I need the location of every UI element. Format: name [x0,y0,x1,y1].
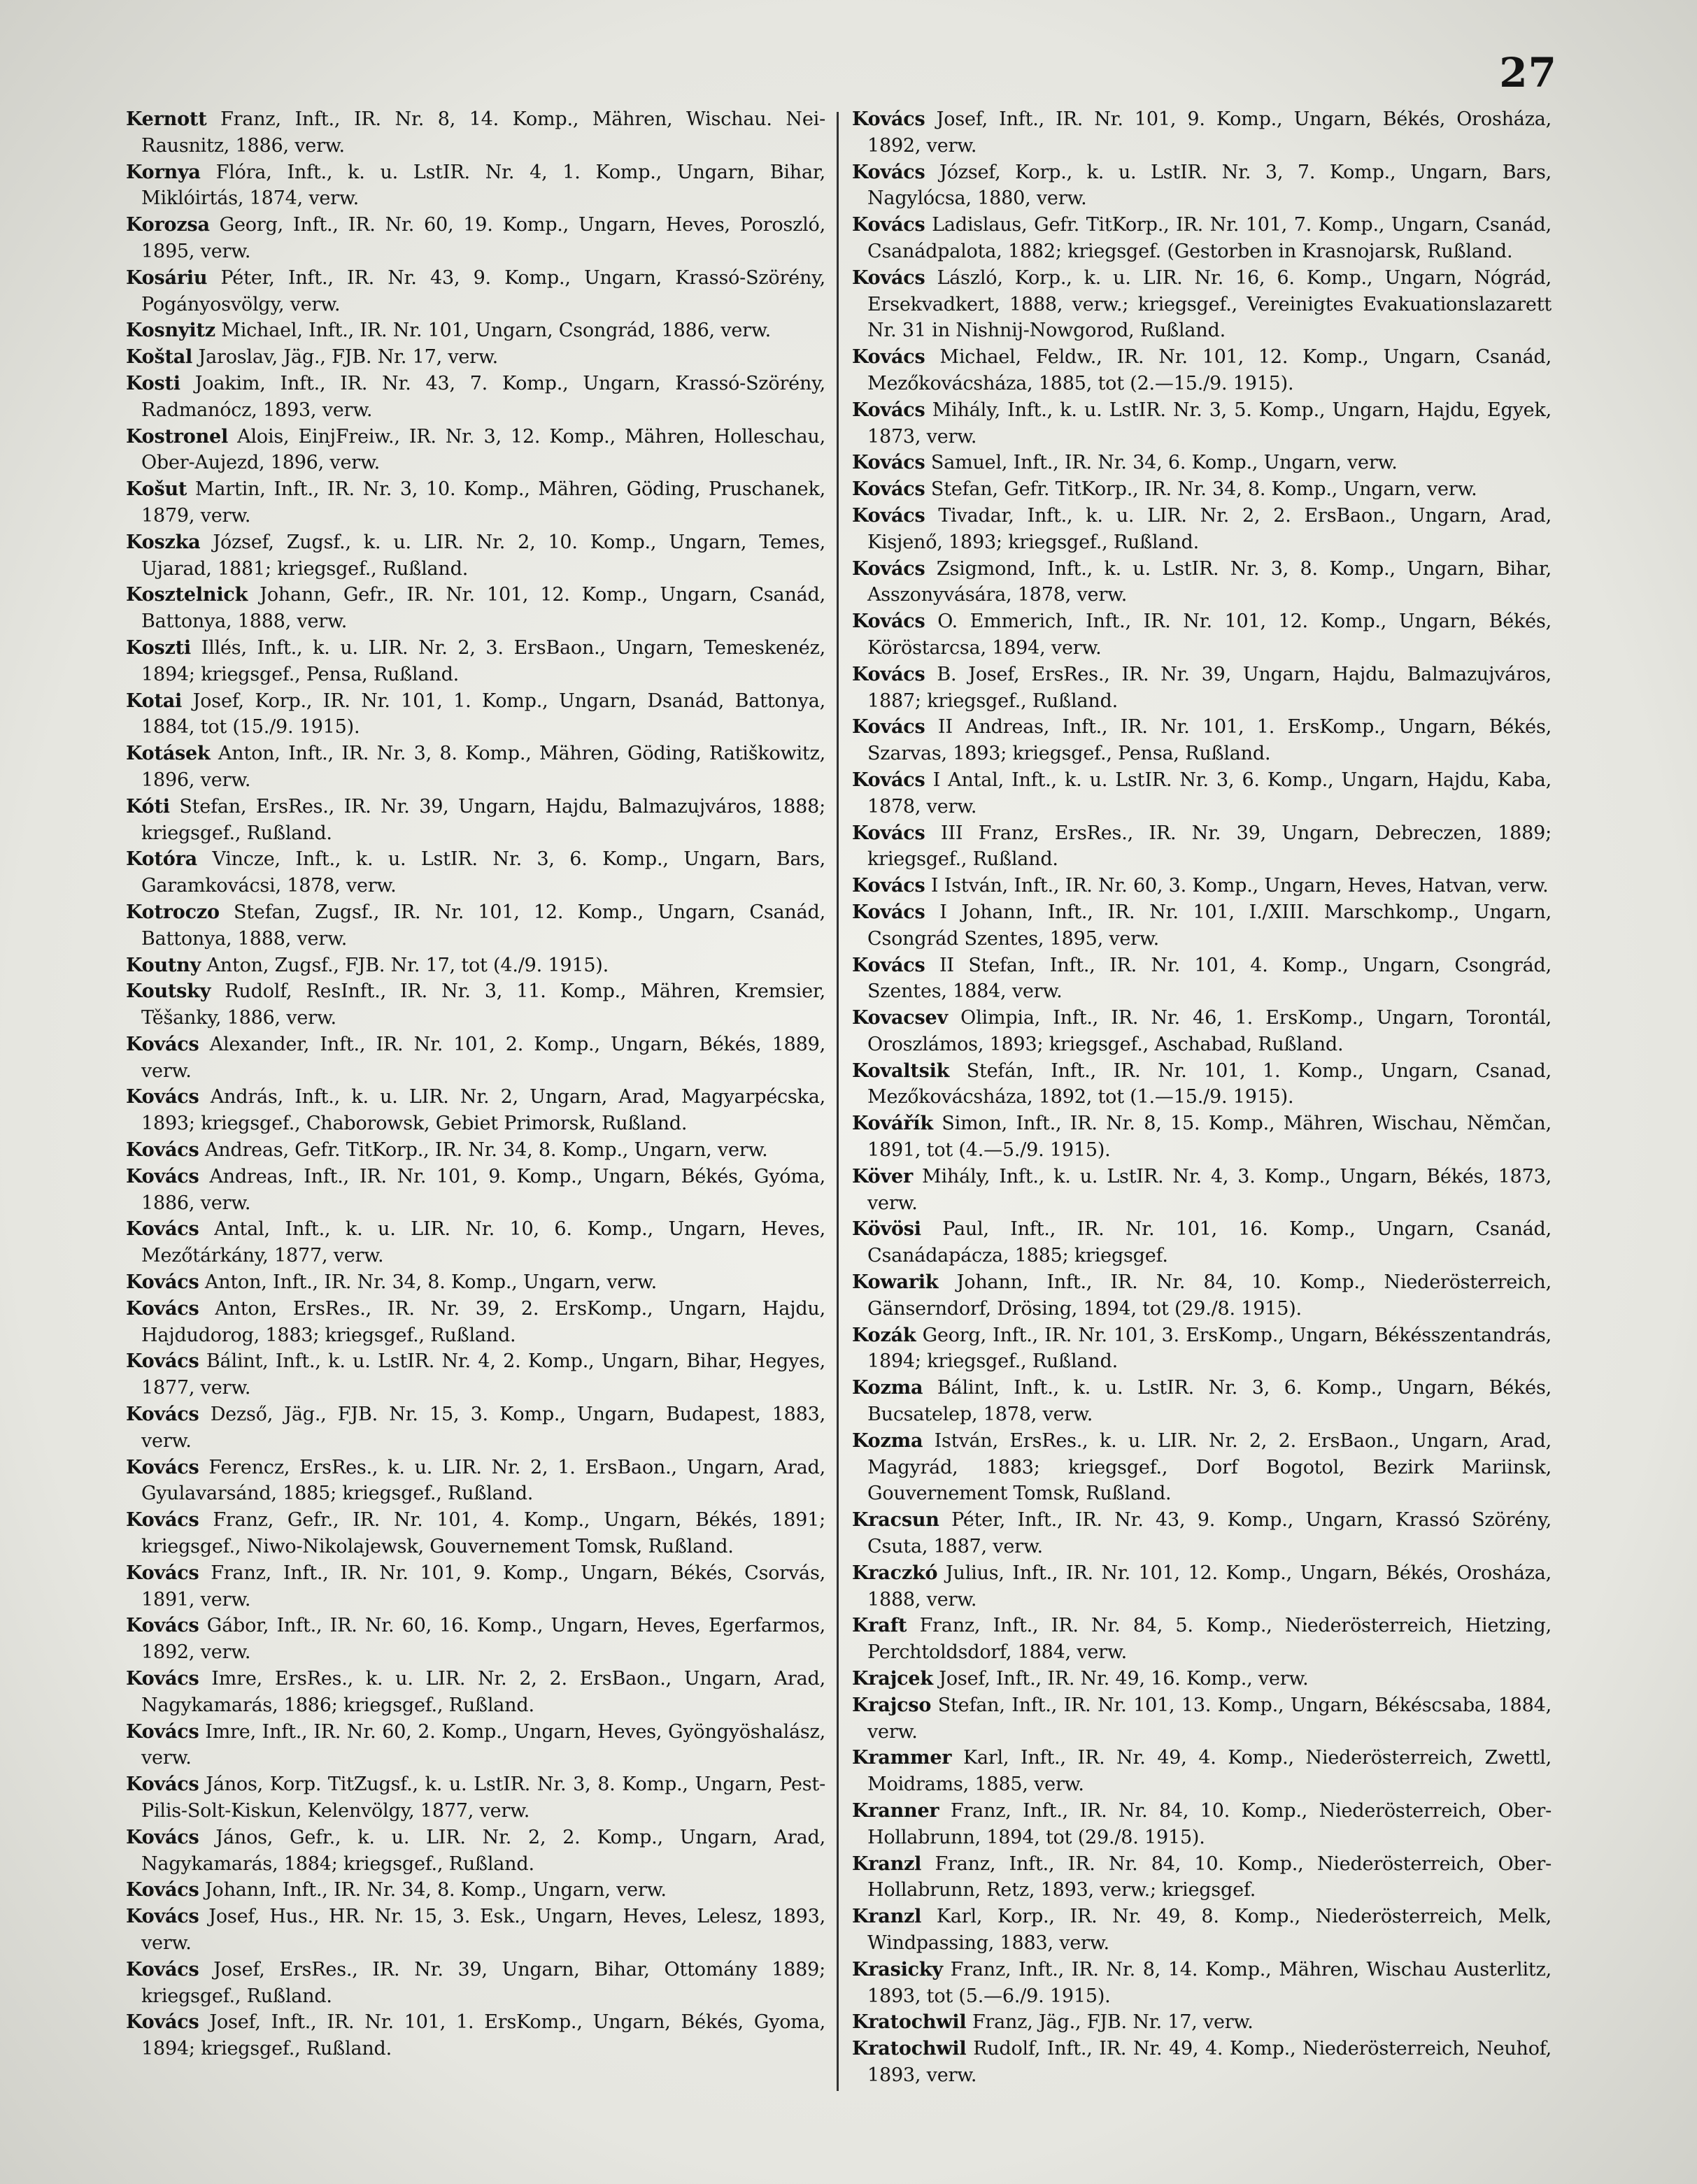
entry-surname: Kovács [852,452,925,474]
entry-details: Mihály, Inft., k. u. LstIR. Nr. 4, 3. Komp., Ungarn, Békés, 1873, verw. [867,1165,1552,1214]
entry-surname: Kovács [126,1218,199,1241]
entry-details: Karl, Inft., IR. Nr. 49, 4. Komp., Niederösterreich, Zwettl, Moidrams, 1885, verw. [867,1747,1552,1796]
entry-surname: Kracsun [852,1509,939,1532]
entry-surname: Kranzl [852,1853,922,1875]
entry-details: Anton, Inft., IR. Nr. 3, 8. Komp., Mähren, Göding, Ratiškowitz, 1896, verw. [141,743,825,791]
entry-surname: Kosztelnick [126,584,248,606]
entry-details: Bálint, Inft., k. u. LstIR. Nr. 3, 6. Komp., Ungarn, Békés, Bucsatelep, 1878, verw. [867,1377,1552,1426]
entry-details: Johann, Gefr., IR. Nr. 101, 12. Komp., Ungarn, Csanád, Battonya, 1888, verw. [141,584,825,633]
entry-details: Josef, Inft., IR. Nr. 49, 16. Komp., verw. [932,1668,1309,1690]
list-item [126,1296,825,1349]
list-item [852,1692,1552,1746]
entry-details: Michael, Inft., IR. Nr. 101, Ungarn, Csongrád, 1886, verw. [215,320,771,342]
entry-surname: Kotroczo [126,901,220,923]
entry-surname: Kovács [126,1271,199,1294]
entry-surname: Kovács [126,1033,199,1055]
list-item [852,1058,1552,1111]
right-column [852,106,1552,2089]
entry-surname: Kovács [852,399,925,421]
list-item [852,1745,1552,1798]
list-item [852,212,1552,265]
list-item [852,714,1552,767]
entry-details: Josef, Inft., IR. Nr. 101, 9. Komp., Ungarn, Békés, Orosháza, 1892, verw. [867,108,1552,157]
list-item [852,1005,1552,1058]
list-item [126,1771,825,1825]
entry-surname: Kotásek [126,743,211,765]
entry-details: Karl, Korp., IR. Nr. 49, 8. Komp., Niederösterreich, Melk, Windpassing, 1883, verw. [867,1906,1552,1954]
entry-details: II Stefan, Inft., IR. Nr. 101, 4. Komp., Ungarn, Csongrád, Szentes, 1884, verw. [867,954,1552,1003]
list-item [126,1216,825,1269]
list-item [852,1216,1552,1269]
entry-surname: Kovács [852,346,925,369]
entry-details: Rudolf, ResInft., IR. Nr. 3, 11. Komp., Mähren, Kremsier, Těšanky, 1886, verw. [141,980,825,1029]
entry-details: I Antal, Inft., k. u. LstIR. Nr. 3, 6. Komp., Ungarn, Hajdu, Kaba, 1878, verw. [867,769,1552,818]
entry-surname: Koutsky [126,980,211,1003]
list-item [126,106,825,159]
entry-details: Rudolf, Inft., IR. Nr. 49, 4. Komp., Niederösterreich, Neuhof, 1893, verw. [867,2038,1552,2086]
list-item [126,1269,825,1296]
entry-surname: Köver [852,1165,913,1187]
list-item [126,952,825,979]
entry-details: Bálint, Inft., k. u. LstIR. Nr. 4, 2. Komp., Ungarn, Bihar, Hegyes, 1877, verw. [141,1350,825,1399]
entry-surname: Kovács [126,1562,199,1584]
entry-details: Stefan, ErsRes., IR. Nr. 39, Ungarn, Hajdu, Balmazujváros, 1888; kriegsgef., Rußland. [141,795,825,844]
entry-surname: Kornya [126,161,201,183]
entry-details: Zsigmond, Inft., k. u. LstIR. Nr. 3, 8. Komp., Ungarn, Bihar, Asszonyvására, 1878, verw. [867,557,1552,606]
entry-surname: Kosnyitz [126,320,215,342]
entry-surname: Koutny [126,954,201,976]
entry-surname: Kovács [852,611,925,633]
entry-surname: Kovács [126,1297,199,1320]
entry-surname: Kovács [126,1165,199,1187]
entry-surname: Kovács [852,875,925,897]
list-item [126,424,825,477]
list-item [852,1269,1552,1322]
entry-details: Joakim, Inft., IR. Nr. 43, 7. Komp., Ungarn, Krassó-Szörény, Radmanócz, 1893, verw. [141,372,825,421]
entry-details: Franz, Inft., IR. Nr. 8, 14. Komp., Mähren, Wischau Austerlitz, 1893, tot (5.—6./9. 1915). [867,1958,1552,2007]
entry-surname: Kovács [126,1879,199,1901]
list-item [852,2009,1552,2036]
entry-surname: Kovács [126,1404,199,1426]
entry-details: Antal, Inft., k. u. LIR. Nr. 10, 6. Komp., Ungarn, Heves, Mezőtárkány, 1877, verw. [141,1218,825,1267]
entry-surname: Kovaltsik [852,1059,950,1082]
entry-details: Franz, Inft., IR. Nr. 8, 14. Komp., Mähren, Wischau. Nei-Rausnitz, 1886, verw. [141,108,825,157]
entry-details: Franz, Jäg., FJB. Nr. 17, verw. [966,2011,1254,2034]
list-item [852,899,1552,952]
entry-details: II Andreas, Inft., IR. Nr. 101, 1. ErsKomp., Ungarn, Békés, Szarvas, 1893; kriegsgef., Pensa, Rußland. [867,716,1552,765]
entry-details: Imre, ErsRes., k. u. LIR. Nr. 2, 2. ErsBaon., Ungarn, Arad, Nagykamarás, 1886; kriegsgef., Rußland. [141,1668,825,1716]
entry-surname: Kozák [852,1324,916,1346]
entry-details: Olimpia, Inft., IR. Nr. 46, 1. ErsKomp., Ungarn, Torontál, Oroszlámos, 1893; kriegsgef., Aschabad, Rußland. [867,1007,1552,1055]
entry-details: Ferencz, ErsRes., k. u. LIR. Nr. 2, 1. ErsBaon., Ungarn, Arad, Gyulavarsánd, 1885; kriegsgef., Rußland. [141,1456,825,1505]
entry-details: János, Gefr., k. u. LIR. Nr. 2, 2. Komp., Ungarn, Arad, Nagykamarás, 1884; kriegsgef., Rußland. [141,1826,825,1875]
list-item [126,1032,825,1085]
entry-details: László, Korp., k. u. LIR. Nr. 16, 6. Komp., Ungarn, Nógrád, Ersekvadkert, 1888, verw.; kriegsgef., Vereinigtes Evakuationslazarett Nr. 31 in Nishnij-Nowgorod, Rußland. [867,266,1552,342]
entry-details: Anton, Zugsf., FJB. Nr. 17, tot (4./9. 1915). [201,954,609,976]
list-item [126,1666,825,1719]
entry-surname: Kovács [126,1456,199,1478]
list-item [126,529,825,583]
entry-details: Jaroslav, Jäg., FJB. Nr. 17, verw. [192,346,498,369]
entry-surname: Kovács [126,1826,199,1848]
entry-surname: Kratochwil [852,2011,967,2034]
entry-details: Franz, Inft., IR. Nr. 84, 5. Komp., Niederösterreich, Hietzing, Perchtoldsdorf, 1884, verw. [867,1615,1552,1664]
entry-details: Martin, Inft., IR. Nr. 3, 10. Komp., Mähren, Göding, Pruschanek, 1879, verw. [141,478,825,527]
entry-details: Stefan, Zugsf., IR. Nr. 101, 12. Komp., Ungarn, Csanád, Battonya, 1888, verw. [141,901,825,950]
entry-details: Anton, Inft., IR. Nr. 34, 8. Komp., Ungarn, verw. [199,1271,657,1294]
entry-surname: Kovács [852,769,925,791]
entry-details: Julius, Inft., IR. Nr. 101, 12. Komp., Ungarn, Békés, Orosháza, 1888, verw. [867,1562,1552,1611]
entry-details: Péter, Inft., IR. Nr. 43, 9. Komp., Ungarn, Krassó Szörény, Csuta, 1887, verw. [867,1509,1552,1558]
entry-surname: Kovács [126,1086,199,1108]
entry-surname: Kovács [852,161,925,183]
entry-details: András, Inft., k. u. LIR. Nr. 2, Ungarn, Arad, Magyarpécska, 1893; kriegsgef., Chaborowsk, Gebiet Primorsk, Rußland. [141,1086,825,1135]
entry-surname: Kovács [126,1958,199,1980]
entry-details: Imre, Inft., IR. Nr. 60, 2. Komp., Ungarn, Heves, Gyöngyöshalász, verw. [141,1720,825,1769]
left-column [126,106,825,2062]
list-item [852,1322,1552,1376]
entry-surname: Koszti [126,636,191,659]
list-item [852,873,1552,899]
entry-surname: Kowarik [852,1271,939,1294]
entry-surname: Koszka [126,531,201,553]
list-item [852,1798,1552,1851]
entry-details: Dezső, Jäg., FJB. Nr. 15, 3. Komp., Ungarn, Budapest, 1883, verw. [141,1404,825,1452]
entry-surname: Kovács [852,663,925,685]
list-item [852,265,1552,344]
entry-details: István, ErsRes., k. u. LIR. Nr. 2, 2. ErsBaon., Ungarn, Arad, Magyrád, 1883; kriegsgef., Dorf Bogotol, Bezirk Mariinsk, Gouvernement Tomsk, Rußland. [867,1429,1552,1505]
list-item [126,688,825,741]
entry-surname: Kovács [852,954,925,976]
entry-surname: Košut [126,478,187,501]
list-item [852,1904,1552,1957]
entry-details: Georg, Inft., IR. Nr. 101, 3. ErsKomp., Ungarn, Békésszentandrás, 1894; kriegsgef., Rußland. [867,1324,1552,1373]
entry-details: Andreas, Inft., IR. Nr. 101, 9. Komp., Ungarn, Békés, Gyóma, 1886, verw. [141,1165,825,1214]
entry-surname: Kovács [852,266,925,289]
entry-surname: Kovács [852,822,925,844]
entry-surname: Koštal [126,346,193,369]
entry-surname: Kovács [126,1906,199,1928]
list-item [852,1613,1552,1666]
entry-details: I István, Inft., IR. Nr. 60, 3. Komp., Ungarn, Heves, Hatvan, verw. [925,875,1549,897]
list-item [852,476,1552,503]
entry-details: Tivadar, Inft., k. u. LIR. Nr. 2, 2. ErsBaon., Ungarn, Arad, Kisjenő, 1893; kriegsgef., Rußland. [867,504,1552,553]
entry-surname: Krammer [852,1747,952,1769]
list-item [126,344,825,371]
entry-surname: Kratochwil [852,2038,967,2060]
entry-surname: Kövösi [852,1218,921,1241]
entry-details: Franz, Inft., IR. Nr. 84, 10. Komp., Niederösterreich, Ober-Hollabrunn, Retz, 1893, verw.; kriegsgef. [867,1853,1552,1901]
entry-surname: Krajcek [852,1668,933,1690]
entry-details: Péter, Inft., IR. Nr. 43, 9. Komp., Ungarn, Krassó-Szörény, Pogányosvölgy, verw. [141,266,825,315]
entry-surname: Kovács [852,478,925,501]
list-item [126,371,825,424]
list-item [852,1507,1552,1560]
list-item [126,1164,825,1217]
list-item [852,1428,1552,1507]
entry-surname: Kosáriu [126,266,208,289]
list-item [126,1455,825,1508]
list-item [852,1375,1552,1428]
entry-surname: Kovács [126,2011,199,2034]
list-item [126,1613,825,1666]
list-item [852,662,1552,715]
list-item [852,106,1552,159]
entry-surname: Kozma [852,1429,923,1452]
entry-details: Franz, Inft., IR. Nr. 84, 10. Komp., Niederösterreich, Ober-Hollabrunn, 1894, tot (29./8. 1915). [867,1800,1552,1848]
list-item [852,344,1552,397]
list-item [126,1904,825,1957]
list-item [126,2009,825,2062]
entry-details: Gábor, Inft., IR. Nr. 60, 16. Komp., Ungarn, Heves, Egerfarmos, 1892, verw. [141,1615,825,1664]
entry-surname: Kotai [126,690,183,712]
entry-details: Simon, Inft., IR. Nr. 8, 15. Komp., Mähren, Wischau, Němčan, 1891, tot (4.—5./9. 1915). [867,1113,1552,1162]
column-divider [837,112,839,2091]
entry-surname: Kovács [852,557,925,580]
entry-surname: Kotóra [126,848,197,871]
entry-surname: Kovářík [852,1113,933,1135]
list-item [126,846,825,899]
entry-surname: Kranzl [852,1906,922,1928]
list-item [852,159,1552,213]
entry-details: Mihály, Inft., k. u. LstIR. Nr. 3, 5. Komp., Ungarn, Hajdu, Egyek, 1873, verw. [867,399,1552,448]
list-item [852,556,1552,609]
entry-surname: Kovács [126,1615,199,1637]
list-item [126,741,825,794]
list-item [126,794,825,847]
entry-details: Andreas, Gefr. TitKorp., IR. Nr. 34, 8. Komp., Ungarn, verw. [199,1139,768,1162]
entry-details: Josef, Inft., IR. Nr. 101, 1. ErsKomp., Ungarn, Békés, Gyoma, 1894; kriegsgef., Rußland. [141,2011,825,2060]
entry-details: I Johann, Inft., IR. Nr. 101, I./XIII. Marschkomp., Ungarn, Csongrád Szentes, 1895, verw. [867,901,1552,950]
entry-surname: Kovács [852,108,925,130]
entry-details: Johann, Inft., IR. Nr. 84, 10. Komp., Niederösterreich, Gänserndorf, Drösing, 1894, tot (29./8. 1915). [867,1271,1552,1320]
entry-details: Franz, Gefr., IR. Nr. 101, 4. Komp., Ungarn, Békés, 1891; kriegsgef., Niwo-Nikolajewsk, Gouvernement Tomsk, Rußland. [141,1509,825,1558]
list-item [852,1111,1552,1164]
entry-surname: Krasicky [852,1958,943,1980]
entry-details: Samuel, Inft., IR. Nr. 34, 6. Komp., Ungarn, verw. [925,452,1398,474]
list-item [126,1719,825,1772]
entry-details: Illés, Inft., k. u. LIR. Nr. 2, 3. ErsBaon., Ungarn, Temeskenéz, 1894; kriegsgef., Pensa, Rußland. [141,636,825,685]
entry-surname: Kostronel [126,425,229,448]
list-item [126,1877,825,1904]
list-item [852,1957,1552,2010]
list-item [852,1851,1552,1904]
entry-surname: Kovács [126,1509,199,1532]
list-item [852,1164,1552,1217]
entry-surname: Kovács [126,1773,199,1796]
list-item [126,1957,825,2010]
entry-details: Ladislaus, Gefr. TitKorp., IR. Nr. 101, 7. Komp., Ungarn, Csanád, Csanádpalota, 1882; kriegsgef. (Gestorben in Krasnojarsk, Rußland. [867,214,1552,262]
list-item [126,582,825,635]
list-item [852,952,1552,1006]
list-item [852,820,1552,873]
list-item [126,1137,825,1164]
entry-details: József, Zugsf., k. u. LIR. Nr. 2, 10. Komp., Ungarn, Temes, Ujarad, 1881; kriegsgef., Rußland. [141,531,825,580]
entry-details: József, Korp., k. u. LstIR. Nr. 3, 7. Komp., Ungarn, Bars, Nagylócsa, 1880, verw. [867,161,1552,210]
list-item [852,767,1552,820]
entry-surname: Korozsa [126,214,210,236]
list-item [126,1560,825,1613]
entry-surname: Kozma [852,1377,923,1399]
entry-details: Georg, Inft., IR. Nr. 60, 19. Komp., Ungarn, Heves, Poroszló, 1895, verw. [141,214,825,262]
entry-details: O. Emmerich, Inft., IR. Nr. 101, 12. Komp., Ungarn, Békés, Köröstarcsa, 1894, verw. [867,611,1552,659]
entry-surname: Kraft [852,1615,907,1637]
entry-details: Josef, ErsRes., IR. Nr. 39, Ungarn, Bihar, Ottomány 1889; kriegsgef., Rußland. [141,1958,825,2007]
entry-surname: Kóti [126,795,170,818]
list-item [852,1560,1552,1613]
entry-details: Alexander, Inft., IR. Nr. 101, 2. Komp., Ungarn, Békés, 1889, verw. [141,1033,825,1082]
entry-details: Josef, Korp., IR. Nr. 101, 1. Komp., Ungarn, Dsanád, Battonya, 1884, tot (15./9. 1915). [141,690,825,738]
list-item [852,397,1552,450]
list-item [126,476,825,529]
entry-surname: Kranner [852,1800,939,1822]
page-number: 27 [1499,49,1557,97]
entry-details: Stefan, Inft., IR. Nr. 101, 13. Komp., Ungarn, Békéscsaba, 1884, verw. [867,1694,1552,1743]
list-item [126,317,825,344]
entry-surname: Kovács [852,716,925,738]
entry-details: Stefán, Inft., IR. Nr. 101, 1. Komp., Ungarn, Csanad, Mezőkovácsháza, 1892, tot (1.—15./9. 1915). [867,1059,1552,1108]
entry-surname: Kovács [852,504,925,527]
entry-surname: Kovács [126,1720,199,1743]
list-item [126,978,825,1032]
list-item [126,1348,825,1401]
entry-surname: Kernott [126,108,207,130]
entry-surname: Kraczkó [852,1562,938,1584]
list-item [126,212,825,265]
entry-details: Michael, Feldw., IR. Nr. 101, 12. Komp., Ungarn, Csanád, Mezőkovácsháza, 1885, tot (2.—15./9. 1915). [867,346,1552,394]
entry-details: Vincze, Inft., k. u. LstIR. Nr. 3, 6. Komp., Ungarn, Bars, Garamkovácsi, 1878, verw. [141,848,825,897]
entry-details: B. Josef, ErsRes., IR. Nr. 39, Ungarn, Hajdu, Balmazujváros, 1887; kriegsgef., Rußland. [867,663,1552,712]
entry-details: Stefan, Gefr. TitKorp., IR. Nr. 34, 8. Komp., Ungarn, verw. [925,478,1477,501]
entry-details: III Franz, ErsRes., IR. Nr. 39, Ungarn, Debreczen, 1889; kriegsgef., Rußland. [867,822,1552,871]
entry-details: Josef, Hus., HR. Nr. 15, 3. Esk., Ungarn, Heves, Lelesz, 1893, verw. [141,1906,825,1954]
list-item [126,1507,825,1560]
list-item [852,503,1552,556]
list-item [126,899,825,952]
entry-surname: Krajcso [852,1694,932,1716]
entry-surname: Kovács [126,1139,199,1162]
entry-details: János, Korp. TitZugsf., k. u. LstIR. Nr. 3, 8. Komp., Ungarn, Pest-Pilis-Solt-Kiskun, Kelenvölgy, 1877, verw. [141,1773,825,1822]
entry-surname: Kovács [852,901,925,923]
list-item [126,1825,825,1878]
entry-details: Johann, Inft., IR. Nr. 34, 8. Komp., Ungarn, verw. [199,1879,667,1901]
entry-surname: Kovacsev [852,1007,948,1029]
list-item [126,1401,825,1455]
entry-surname: Kovács [852,214,925,236]
list-item [126,265,825,318]
entry-details: Franz, Inft., IR. Nr. 101, 9. Komp., Ungarn, Békés, Csorvás, 1891, verw. [141,1562,825,1611]
entry-surname: Kovács [126,1350,199,1373]
list-item [852,2036,1552,2089]
entry-details: Paul, Inft., IR. Nr. 101, 16. Komp., Ungarn, Csanád, Csanádapácza, 1885; kriegsgef. [867,1218,1552,1267]
entry-surname: Kovács [126,1668,199,1690]
entry-details: Anton, ErsRes., IR. Nr. 39, 2. ErsKomp., Ungarn, Hajdu, Hajdudorog, 1883; kriegsgef., Rußland. [141,1297,825,1346]
list-item [126,635,825,688]
list-item [852,450,1552,476]
list-item [126,1084,825,1137]
entry-surname: Kosti [126,372,180,394]
list-item [852,1666,1552,1692]
list-item [852,608,1552,662]
entry-details: Alois, EinjFreiw., IR. Nr. 3, 12. Komp., Mähren, Holleschau, Ober-Aujezd, 1896, verw. [141,425,825,474]
entry-details: Flóra, Inft., k. u. LstIR. Nr. 4, 1. Komp., Ungarn, Bihar, Miklóirtás, 1874, verw. [141,161,825,210]
list-item [126,159,825,213]
